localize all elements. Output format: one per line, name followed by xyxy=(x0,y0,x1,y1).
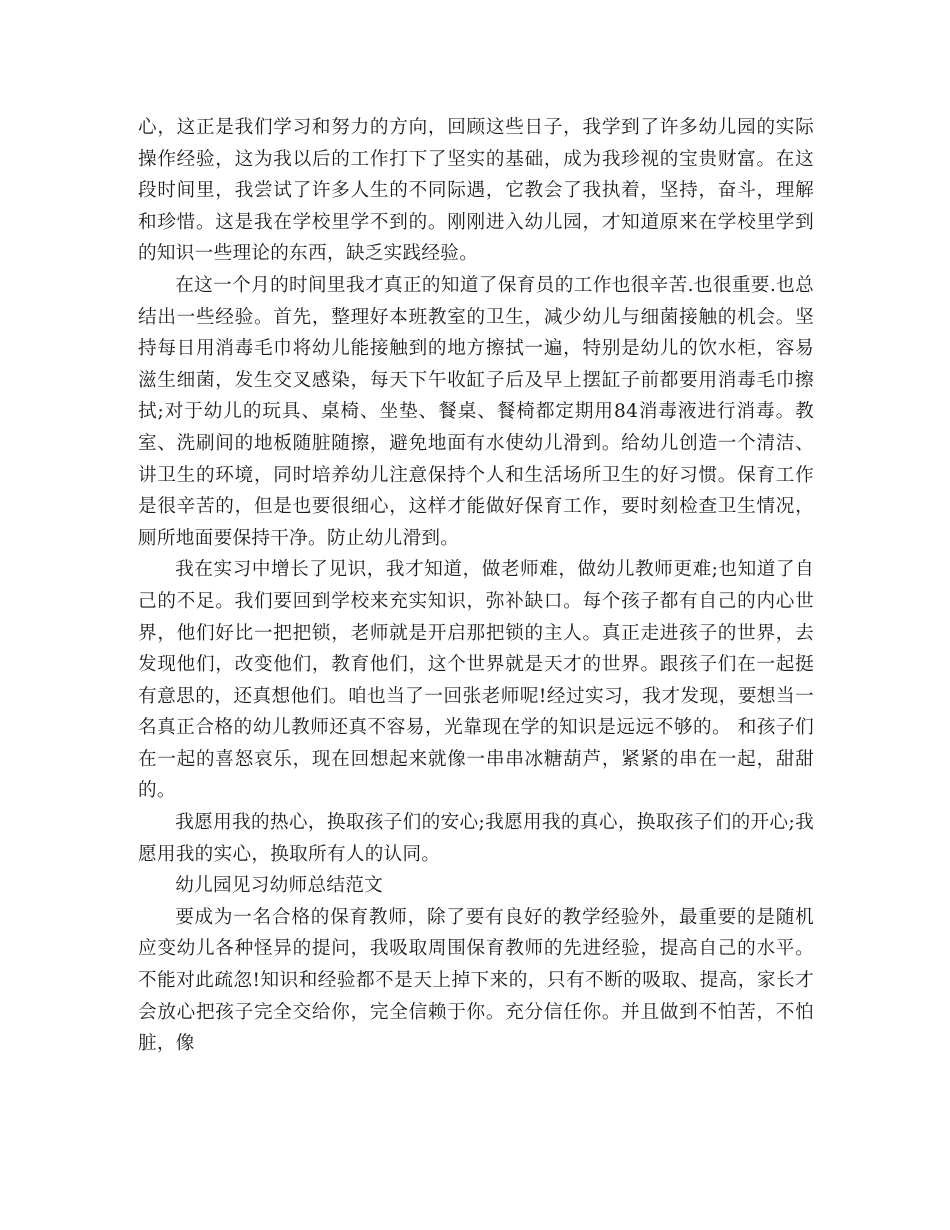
paragraph-hygiene: 在这一个月的时间里我才真正的知道了保育员的工作也很辛苦.也很重要.也总结出一些经验。首先，整理好本班教室的卫生，减少幼儿与细菌接触的机会。坚持每日用消毒毛巾将幼儿能接触到的地方擦拭一遍，特别是幼儿的饮水柜，容易滋生细菌，发生交叉感染，每天下午收缸子后及早上摆缸子前都要用消毒毛巾擦拭;对于幼儿的玩具、桌椅、坐垫、餐桌、餐椅都定期用84消毒液进行消毒。教室、洗刷间的地板随脏随擦，避免地面有水使幼儿滑到。给幼儿创造一个清洁、讲卫生的环境，同时培养幼儿注意保持个人和生活场所卫生的好习惯。保育工作是很辛苦的，但是也要很细心，这样才能做好保育工作，要时刻检查卫生情况，厕所地面要保持干净。防止幼儿滑到。 xyxy=(138,274,814,549)
paragraph-internship-reflection: 我在实习中增长了见识，我才知道，做老师难，做幼儿教师更难;也知道了自己的不足。我们要回到学校来充实知识，弥补缺口。每个孩子都有自己的内心世界，他们好比一把把锁，老师就是开启那把锁的主人。真正走进孩子的世界，去发现他们，改变他们，教育他们，这个世界就是天才的世界。跟孩子们在一起挺有意思的，还真想他们。咱也当了一回张老师呢!经过实习，我才发现，要想当一名真正合格的幼儿教师还真不容易，光靠现在学的知识是远远不够的。 和孩子们在一起的喜怒哀乐，现在回想起来就像一串串冰糖葫芦，紧紧的串在一起，甜甜的。 xyxy=(138,559,814,802)
document-body xyxy=(138,112,814,1060)
paragraph-continued: 心，这正是我们学习和努力的方向，回顾这些日子，我学到了许多幼儿园的实际操作经验，这为我以后的工作打下了坚实的基础，成为我珍视的宝贵财富。在这段时间里，我尝试了许多人生的不同际遇，它教会了我执着，坚持，奋斗，理解和珍惜。这是我在学校里学不到的。刚刚进入幼儿园，才知道原来在学校里学到的知识一些理论的东西，缺乏实践经验。 xyxy=(138,117,814,265)
paragraph-final: 要成为一名合格的保育教师，除了要有良好的教学经验外，最重要的是随机应变幼儿各种怪异的提问，我吸取周围保育教师的先进经验，提高自己的水平。不能对此疏忽!知识和经验都不是天上掉下来的，只有不断的吸取、提高，家长才会放心把孩子完全交给你，完全信赖于你。充分信任你。并且做到不怕苦，不怕脏，像 xyxy=(138,906,814,1055)
section-heading: 幼儿园见习幼师总结范文 xyxy=(175,875,384,897)
paragraph-wish: 我愿用我的热心，换取孩子们的安心;我愿用我的真心，换取孩子们的开心;我愿用我的实心，换取所有人的认同。 xyxy=(138,812,814,865)
